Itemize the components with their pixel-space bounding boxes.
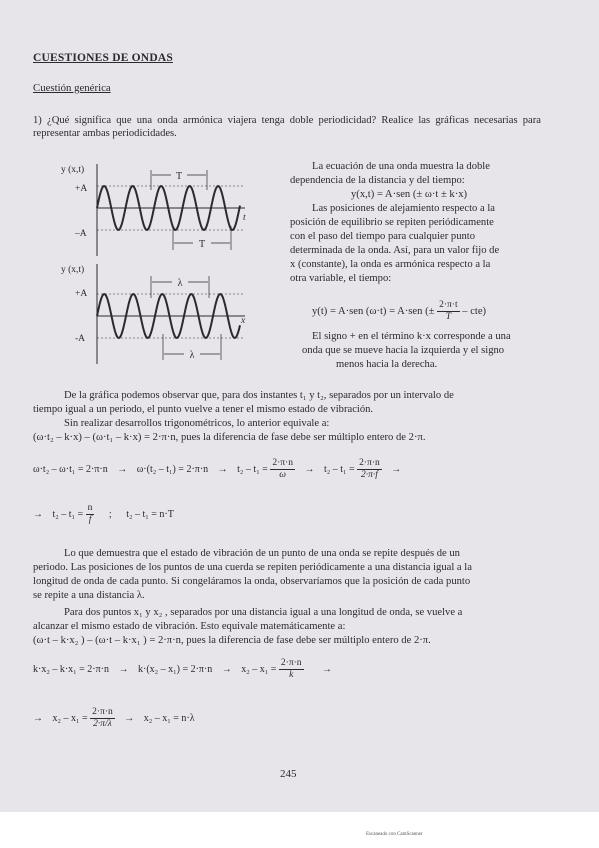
page-number: 245	[280, 768, 297, 780]
eq-space-d-left: x₂ – x₁ =	[52, 712, 88, 724]
graph-time-plus-a: +A	[75, 184, 88, 194]
space-derivation-line1	[33, 658, 339, 681]
time-derivation-line1	[33, 458, 408, 481]
right-text-line2: dependencia de la distancia y del tiempo:	[290, 175, 465, 186]
time-derivation-line2	[33, 503, 174, 526]
space-para-line: alcanzar el mismo estado de vibración. Esto equivale matemáticamente a:	[33, 621, 346, 632]
section-subtitle: Cuestión genérica	[33, 82, 111, 94]
graph-time-ylabel: y (x,t)	[61, 165, 85, 175]
space-para-line: longitud de onda de cada punto. Si congeláramos la onda, observaríamos que la posición de cada punto	[33, 576, 471, 587]
graph-time-axis-var: t	[243, 213, 246, 223]
arrow-icon: →	[304, 463, 315, 475]
sign-para-line: El signo + en el término k·x corresponde a una	[312, 331, 511, 342]
eq-time-e-fraction	[86, 503, 95, 526]
time-equation	[312, 300, 486, 323]
graph-space	[55, 260, 285, 373]
eq-time-d-fraction	[357, 458, 382, 481]
arrow-icon: →	[33, 508, 43, 520]
eq-space-d-fraction	[90, 707, 115, 730]
eq-space-c-left: x₂ – x₁ =	[241, 663, 277, 675]
eq-space-b: k·(x₂ – x₁) = 2·π·n	[137, 663, 213, 675]
graph-space-minus-a: -A	[75, 334, 86, 344]
fraction-denominator: k	[289, 670, 294, 680]
graph-space-lambda-bottom: λ	[189, 350, 195, 361]
fraction-denominator: 2·π·f	[360, 470, 378, 480]
fraction-numerator: n	[87, 503, 93, 513]
eq-time-c-fraction	[270, 458, 295, 481]
eq-time-a: ω·t₂ – ω·t₁ = 2·π·n	[33, 463, 108, 475]
eq-space-e: x₂ – x₁ = n·λ	[143, 712, 195, 724]
question-text: 1) ¿Qué significa que una onda armónica viajera tenga doble periodicidad? Realice las gráficas necesarias para representar ambas periodicidades.	[33, 115, 541, 139]
space-para-line: periodo. Las posiciones de los puntos de una cuerda se repiten periódicamente a una distancia igual a la	[33, 562, 472, 573]
fraction-denominator: 2·π/λ	[93, 719, 112, 729]
space-para-line: Para dos puntos x₁ y x₂ , separados por una distancia igual a una longitud de onda, se vuelve a	[64, 607, 463, 618]
graph-space-ylabel: y (x,t)	[61, 265, 85, 275]
arrow-icon: →	[118, 663, 129, 675]
time-equation-left: y(t) = A·sen (ω·t) = A·sen (±	[312, 305, 435, 317]
eq-time-f: t₂ – t₁ = n·T	[126, 508, 174, 520]
fraction-denominator: f	[88, 515, 92, 525]
graph-space-lambda-top: λ	[177, 278, 183, 289]
arrow-icon: →	[124, 712, 135, 724]
fraction-numerator: 2·π·n	[359, 458, 380, 468]
arrow-icon: →	[322, 663, 333, 675]
eq-separator: ;	[108, 508, 112, 520]
arrow-icon: →	[221, 663, 232, 675]
graph-time-minus-a: –A	[75, 229, 87, 239]
eq-time-b: ω·(t₂ – t₁) = 2·π·n	[136, 463, 209, 475]
fraction-denominator: T	[445, 312, 451, 322]
time-equation-right: – cte)	[462, 305, 487, 317]
eq-time-c-left: t₂ – t₁ =	[237, 463, 268, 475]
graph-space-axis-var: x	[241, 316, 246, 326]
right-para-line: x (constante), la onda es armónica respecto a la	[290, 259, 491, 270]
space-para-line: Lo que demuestra que el estado de vibración de un punto de una onda se repite después de un	[64, 548, 460, 559]
graph-time	[55, 160, 285, 265]
arrow-icon: →	[33, 712, 43, 724]
arrow-icon: →	[391, 463, 402, 475]
graph-space-plus-a: +A	[75, 289, 88, 299]
fraction-numerator: 2·π·n	[280, 658, 302, 668]
page-title: CUESTIONES DE ONDAS	[33, 52, 173, 64]
right-para-line: posición de equilibrio se repiten periódicamente	[290, 217, 494, 228]
arrow-icon: →	[117, 463, 128, 475]
scanner-footer: Escaneado con CamScanner	[366, 832, 423, 837]
eq-space-a: k·x₂ – k·x₁ = 2·π·n	[33, 663, 109, 675]
right-para-line: otra variable, el tiempo:	[290, 273, 392, 284]
eq-time-d-left: t₂ – t₁ =	[323, 463, 355, 475]
sign-para-line: onda que se mueve hacia la izquierda y el signo	[302, 345, 505, 356]
fraction-numerator: 2·π·n	[272, 458, 293, 468]
arrow-icon: →	[217, 463, 228, 475]
time-para-line: (ω·t₂ – k·x) – (ω·t₁ – k·x) = 2·π·n, pues la diferencia de fase debe ser múltiplo entero de 2·π.	[33, 432, 426, 443]
sign-para-line: menos hacia la derecha.	[336, 359, 438, 370]
fraction-denominator: ω	[279, 470, 286, 480]
time-para-line: Sin realizar desarrollos trigonométricos, lo anterior equivale a:	[64, 418, 330, 429]
right-para-line: determinada de la onda. Así, para un valor fijo de	[290, 245, 500, 256]
time-equation-fraction	[437, 300, 460, 323]
space-para-line: (ω·t – k·x₂ ) – (ω·t – k·x₁ ) = 2·π·n, pues la diferencia de fase debe ser múltiplo entero de 2·π.	[33, 635, 431, 646]
time-para-line: tiempo igual a un periodo, el punto vuelve a tener el mismo estado de vibración.	[33, 404, 374, 415]
eq-space-c-fraction	[279, 658, 304, 681]
right-para-line: Las posiciones de alejamiento respecto a la	[312, 203, 495, 214]
fraction-numerator: 2·π·t	[439, 300, 458, 310]
right-para-line: con el paso del tiempo para cualquier punto	[290, 231, 476, 242]
time-para-line: De la gráfica podemos observar que, para dos instantes t₁ y t₂, separados por un intervalo de	[64, 390, 454, 401]
space-derivation-line2	[33, 707, 195, 730]
space-para-line: se repite a una distancia λ.	[33, 590, 145, 601]
right-text-line1: La ecuación de una onda muestra la doble	[312, 161, 490, 172]
graph-time-period-bottom: T	[198, 239, 206, 250]
eq-time-e-left: t₂ – t₁ =	[52, 508, 84, 520]
wave-equation: y(x,t) = A·sen (± ω·t ± k·x)	[351, 189, 468, 200]
graph-time-period-top: T	[175, 171, 183, 182]
fraction-numerator: 2·π·n	[92, 707, 113, 717]
